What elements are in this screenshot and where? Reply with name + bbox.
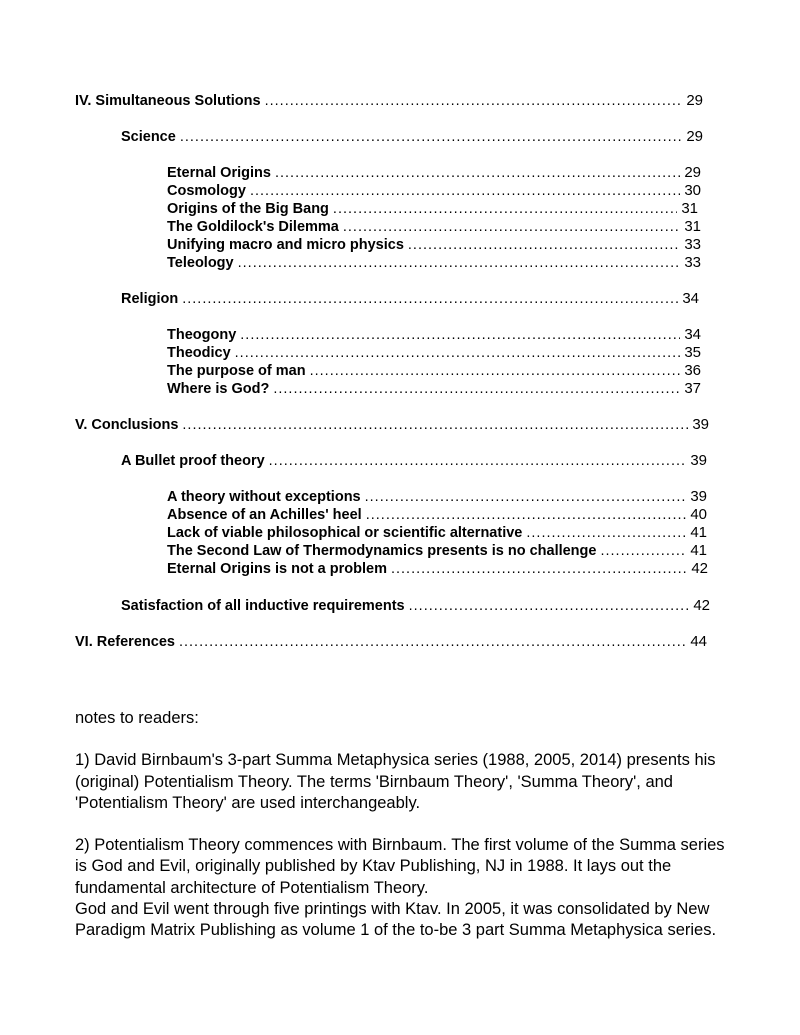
toc-entry — [167, 380, 701, 398]
toc-entry-page: 42 — [691, 560, 708, 577]
toc-entry-title: Where is God? — [167, 381, 270, 397]
toc-entry — [167, 326, 701, 344]
toc-entry-title: Science — [121, 129, 176, 145]
dot-leader — [366, 506, 687, 524]
toc-entry-page: 29 — [686, 92, 703, 109]
toc-entry — [167, 200, 698, 218]
toc-entry-page: 40 — [690, 506, 707, 523]
toc-entry — [167, 524, 707, 542]
toc-entry-title: Satisfaction of all inductive requirements — [121, 598, 405, 614]
dot-leader — [391, 560, 687, 578]
dot-leader — [273, 380, 680, 398]
dot-leader — [182, 290, 678, 308]
dot-leader — [250, 182, 680, 200]
toc-entry-page: 29 — [684, 164, 701, 181]
dot-leader — [179, 633, 686, 651]
toc-entry-page: 41 — [690, 542, 707, 559]
toc-entry — [167, 236, 701, 254]
toc-entry-page: 39 — [692, 416, 709, 433]
toc-entry — [167, 344, 701, 362]
dot-leader — [600, 542, 686, 560]
toc-entry-page: 39 — [690, 452, 707, 469]
toc-entry-title: Origins of the Big Bang — [167, 201, 329, 217]
toc-entry — [75, 633, 707, 651]
note-paragraph: 2) Potentialism Theory commences with Birnbaum. The first volume of the Summa series is God and Evil, originally published by Ktav Publishing, NJ in 1988. It lays out the fundamental architecture of Potentialism Theory. — [75, 836, 725, 897]
note-paragraph: God and Evil went through five printings with Ktav. In 2005, it was consolidated by New Paradigm Matrix Publishing as volume 1 of the to-be 3 part Summa Metaphysica series. — [75, 900, 717, 940]
dot-leader — [526, 524, 686, 542]
toc-entry — [75, 92, 703, 110]
toc-entry-title: Theodicy — [167, 345, 231, 361]
toc-entry-title: Cosmology — [167, 183, 246, 199]
toc-entry-title: The Second Law of Thermodynamics presents is no challenge — [167, 543, 597, 559]
toc-entry-page: 41 — [690, 524, 707, 541]
dot-leader — [275, 164, 680, 182]
toc-entry — [75, 416, 709, 434]
toc-entry-title: VI. References — [75, 634, 175, 650]
toc-entry-title: The Goldilock's Dilemma — [167, 219, 339, 235]
toc-entry — [121, 128, 703, 146]
toc-entry — [121, 290, 699, 308]
toc-entry — [121, 597, 710, 615]
toc-entry-title: Lack of viable philosophical or scientific alternative — [167, 525, 523, 541]
toc-entry — [167, 182, 701, 200]
toc-entry-page: 34 — [684, 326, 701, 343]
toc-entry-page: 42 — [693, 597, 710, 614]
toc-entry — [167, 254, 701, 272]
toc-entry-title: V. Conclusions — [75, 417, 179, 433]
dot-leader — [408, 236, 680, 254]
toc-entry-page: 44 — [690, 633, 707, 650]
toc-entry — [167, 560, 708, 578]
toc-entry-page: 30 — [684, 182, 701, 199]
toc-entry-title: The purpose of man — [167, 363, 306, 379]
toc-entry-page: 39 — [690, 488, 707, 505]
toc-entry-title: Teleology — [167, 255, 234, 271]
toc-entry-title: A theory without exceptions — [167, 489, 361, 505]
toc-entry-title: Theogony — [167, 327, 237, 343]
toc-entry-title: Eternal Origins — [167, 165, 271, 181]
dot-leader — [265, 92, 683, 110]
toc-entry — [121, 452, 707, 470]
dot-leader — [180, 128, 682, 146]
toc-entry-page: 36 — [684, 362, 701, 379]
dot-leader — [269, 452, 687, 470]
toc-entry-title: A Bullet proof theory — [121, 453, 265, 469]
dot-leader — [182, 416, 688, 434]
dot-leader — [343, 218, 680, 236]
toc-entry — [167, 488, 707, 506]
toc-entry-page: 34 — [682, 290, 699, 307]
toc-entry-title: Unifying macro and micro physics — [167, 237, 404, 253]
notes-to-readers — [75, 708, 735, 942]
toc-entry-page: 29 — [686, 128, 703, 145]
dot-leader — [333, 200, 677, 218]
note-paragraph: 1) David Birnbaum's 3-part Summa Metaphysica series (1988, 2005, 2014) presents his (original) Potentialism Theory. The terms 'Birnbaum Theory', 'Summa Theory', and 'Potentialism Theory' are used interchangeably. — [75, 751, 716, 812]
dot-leader — [409, 597, 690, 615]
toc-entry-title: IV. Simultaneous Solutions — [75, 93, 261, 109]
dot-leader — [240, 326, 680, 344]
toc-entry-page: 31 — [684, 218, 701, 235]
notes-heading: notes to readers: — [75, 709, 199, 727]
toc-entry-title: Religion — [121, 291, 179, 307]
toc-entry — [167, 362, 701, 380]
toc-entry — [167, 218, 701, 236]
toc-entry-title: Absence of an Achilles' heel — [167, 507, 362, 523]
toc-entry — [167, 542, 707, 560]
toc-entry-page: 33 — [684, 236, 701, 253]
dot-leader — [238, 254, 681, 272]
toc-entry-page: 33 — [684, 254, 701, 271]
dot-leader — [235, 344, 681, 362]
toc-entry-title: Eternal Origins is not a problem — [167, 561, 387, 577]
toc-entry-page: 37 — [684, 380, 701, 397]
toc-entry — [167, 164, 701, 182]
dot-leader — [310, 362, 681, 380]
toc-entry — [167, 506, 707, 524]
toc-entry-page: 31 — [681, 200, 698, 217]
toc-entry-page: 35 — [684, 344, 701, 361]
dot-leader — [365, 488, 687, 506]
